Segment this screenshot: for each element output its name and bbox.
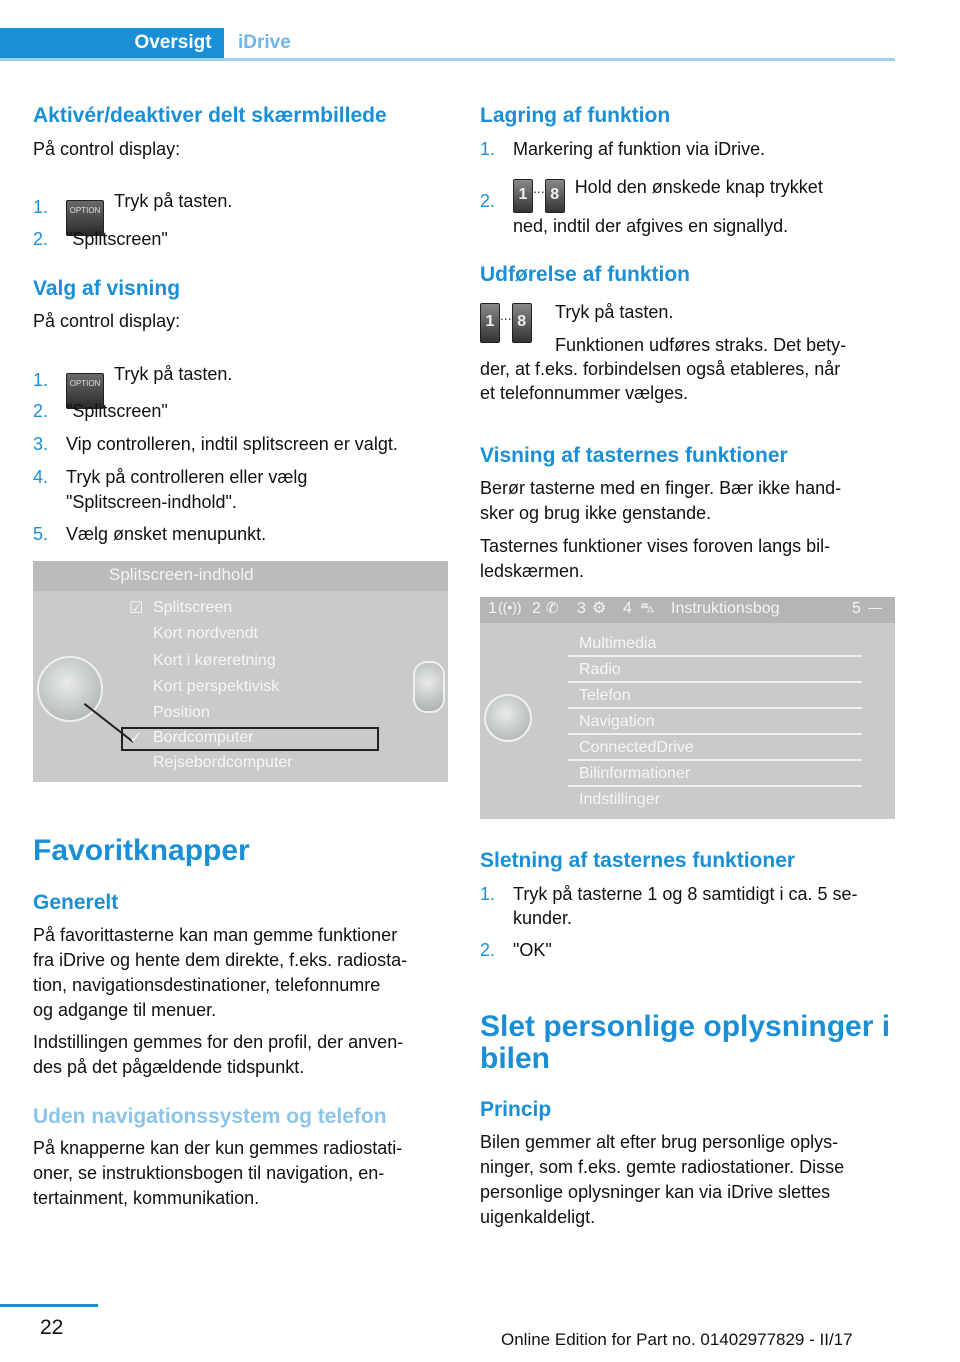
- list-text: Tryk på tasterne 1 og 8 samtidigt i ca. 5 se‐: [513, 884, 858, 904]
- line: Tasternes funktioner vises foroven langs bil‐: [480, 536, 831, 556]
- list-item: [33, 465, 448, 490]
- fav-key[interactable]: 2: [532, 600, 541, 617]
- list-item-cont: [480, 906, 895, 931]
- menu-item[interactable]: Navigation: [579, 713, 655, 730]
- section-title-delete-keys: Sletning af tasternes funktioner: [480, 849, 796, 872]
- line: sker og brug ikke genstande.: [480, 503, 712, 523]
- row-divider: [568, 733, 862, 735]
- tab-idrive[interactable]: iDrive: [238, 32, 291, 53]
- line: På knapperne kan der kun gemmes radiostati‐: [33, 1138, 403, 1158]
- line: oner, se instruktionsbogen til navigation, en‐: [33, 1163, 385, 1183]
- list-text: "Splitscreen": [66, 229, 168, 249]
- row-divider: [568, 681, 862, 683]
- list-number: 1.: [480, 139, 496, 159]
- ellipsis: ...: [500, 307, 512, 323]
- key-1-icon: 1: [513, 179, 533, 213]
- section-title-principle: Princip: [480, 1098, 552, 1121]
- right-column: [480, 0, 895, 1300]
- splitscreen-menu-image: [33, 561, 448, 782]
- key-8-icon: 8: [545, 179, 565, 213]
- line: Berør tasterne med en finger. Bær ikke hand‐: [480, 478, 842, 498]
- list-number: 2.: [33, 401, 49, 421]
- title-line: Slet personlige oplysninger i: [480, 1010, 891, 1043]
- list-text: Markering af funktion via iDrive.: [513, 139, 766, 159]
- gear-icon: ⚙: [592, 600, 607, 617]
- list-text: "OK": [513, 940, 552, 960]
- controller-knob-icon: [484, 694, 532, 742]
- section-title-general: Generelt: [33, 891, 119, 914]
- chapter-title-favorites: Favoritknapper: [33, 834, 250, 867]
- paragraph: [33, 1030, 463, 1080]
- section-title-store: Lagring af funktion: [480, 104, 671, 127]
- row-divider: [568, 655, 862, 657]
- list-item-cont: [480, 214, 895, 239]
- list-number: 1.: [33, 197, 49, 217]
- paragraph: [480, 1130, 910, 1230]
- list-number: 1.: [33, 370, 49, 390]
- line: Indstillingen gemmes for den profil, der anven‐: [33, 1032, 404, 1052]
- row-divider: [568, 785, 862, 787]
- line: tertainment, kommunikation.: [33, 1188, 260, 1208]
- list-item: [33, 227, 448, 252]
- list-number: 2.: [480, 191, 496, 211]
- intro-text: På control display:: [33, 139, 181, 159]
- list-number: 2.: [33, 229, 49, 249]
- menu-item[interactable]: Kort i køreretning: [153, 652, 276, 669]
- dash-icon: —: [868, 599, 882, 615]
- text-line: Tryk på tasten.: [555, 302, 674, 322]
- row-divider: [568, 707, 862, 709]
- menu-item[interactable]: ConnectedDrive: [579, 739, 694, 756]
- page-number: 22: [40, 1316, 64, 1339]
- step-text: Tryk på tasten.: [114, 364, 233, 384]
- menu-item[interactable]: Indstillinger: [579, 791, 660, 808]
- text-line: et telefonnummer vælges.: [480, 383, 689, 403]
- menu-item[interactable]: Multimedia: [579, 635, 657, 652]
- fav-key[interactable]: 4: [623, 600, 632, 617]
- ellipsis: ...: [533, 180, 545, 196]
- list-number: 2.: [480, 940, 496, 960]
- list-item: [33, 432, 448, 457]
- line: fra iDrive og hente dem direkte, f.eks. radiosta‐: [33, 950, 408, 970]
- menu-item[interactable]: Position: [153, 704, 210, 721]
- text-line: der, at f.eks. forbindelsen også etableres, når: [480, 359, 841, 379]
- list-item-cont: [33, 490, 448, 515]
- intro-text: På control display:: [33, 311, 181, 331]
- edition-text: Online Edition for Part no. 01402977829 - II/17: [501, 1330, 853, 1349]
- menu-item[interactable]: Bilinformationer: [579, 765, 691, 782]
- step-text: Hold den ønskede knap trykket: [574, 177, 823, 197]
- list-number: 5.: [33, 524, 49, 544]
- list-text: "Splitscreen": [66, 401, 168, 421]
- key-1-icon: 1: [480, 303, 500, 343]
- list-item: [33, 364, 448, 398]
- line: uigenkaldeligt.: [480, 1207, 596, 1227]
- text-line: Funktionen udføres straks. Det bety‐: [555, 335, 847, 355]
- key-range-icon: [480, 303, 550, 345]
- list-item: [33, 399, 448, 424]
- list-text: Tryk på controlleren eller vælg: [66, 467, 308, 487]
- side-knob-icon: [413, 661, 445, 713]
- menu-item-selected[interactable]: Bordcomputer: [153, 729, 254, 746]
- section-title-execute: Udførelse af funktion: [480, 263, 691, 286]
- list-item: [33, 191, 448, 225]
- signal-icon: ((•)): [498, 599, 522, 615]
- key-8-icon: 8: [512, 303, 532, 343]
- menu-item[interactable]: Telefon: [579, 687, 631, 704]
- list-number: 4.: [33, 467, 49, 487]
- paragraph: [480, 476, 910, 526]
- list-text: [513, 175, 823, 213]
- list-text: ned, indtil der afgives en signallyd.: [513, 216, 789, 236]
- menu-item[interactable]: Rejsebordcomputer: [153, 754, 293, 771]
- phone-icon: ✆: [546, 600, 559, 617]
- list-text: kunder.: [513, 908, 573, 928]
- line: ledskærmen.: [480, 561, 585, 581]
- left-column: [33, 0, 448, 1300]
- line: ninger, som f.eks. gemte radiostationer. Disse: [480, 1157, 845, 1177]
- list-item: [33, 522, 448, 547]
- line: des på det pågældende tidspunkt.: [33, 1057, 305, 1077]
- menu-item[interactable]: Kort perspektivisk: [153, 678, 280, 695]
- section-title-display: Visning af tasternes funktioner: [480, 444, 788, 467]
- list-item: [480, 137, 895, 162]
- fav-key[interactable]: 1: [488, 600, 497, 617]
- paragraph: [33, 923, 463, 1023]
- menu-item[interactable]: Kort nordvendt: [153, 625, 258, 642]
- option-key-icon: OPTION: [66, 373, 104, 409]
- tab-oversigt[interactable]: Oversigt: [122, 28, 224, 58]
- fav-key[interactable]: 3: [577, 600, 586, 617]
- line: Bilen gemmer alt efter brug personlige oplys‐: [480, 1132, 839, 1152]
- menu-item[interactable]: Radio: [579, 661, 621, 678]
- fav-key-label[interactable]: Instruktionsbog: [671, 600, 780, 617]
- menu-item[interactable]: Splitscreen: [153, 599, 233, 616]
- list-item: [480, 882, 900, 907]
- title-line: bilen: [480, 1042, 551, 1075]
- screen-header: Splitscreen-indhold: [109, 565, 254, 584]
- list-number: 1.: [480, 884, 496, 904]
- section-title-split: Aktivér/deaktiver delt skærmbillede: [33, 104, 387, 127]
- list-text: Vip controlleren, indtil splitscreen er valgt.: [66, 434, 398, 454]
- list-number: 3.: [33, 434, 49, 454]
- row-divider: [568, 759, 862, 761]
- footer-line: [0, 1304, 98, 1307]
- line: På favorittasterne kan man gemme funktioner: [33, 925, 398, 945]
- section-title-no-nav: Uden navigationssystem og telefon: [33, 1105, 387, 1128]
- checkbox-icon: ☑: [129, 600, 144, 617]
- paragraph: [480, 534, 910, 584]
- fav-key[interactable]: 5: [852, 600, 861, 617]
- option-key-icon: OPTION: [66, 200, 104, 236]
- line: personlige oplysninger kan via iDrive slettes: [480, 1182, 831, 1202]
- line: tion, navigationsdestinationer, telefonnumre: [33, 975, 381, 995]
- car-icon: ⛍: [640, 599, 655, 615]
- section-title-view: Valg af visning: [33, 277, 181, 300]
- list-item: [480, 938, 895, 963]
- check-icon: ✓: [129, 730, 143, 747]
- paragraph: [33, 1136, 463, 1211]
- chapter-title-delete: [480, 1011, 890, 1075]
- list-text: "Splitscreen-indhold".: [66, 492, 237, 512]
- idrive-menu-image: [480, 597, 895, 819]
- list-text: Vælg ønsket menupunkt.: [66, 524, 267, 544]
- step-text: Tryk på tasten.: [114, 191, 233, 211]
- line: og adgange til menuer.: [33, 1000, 217, 1020]
